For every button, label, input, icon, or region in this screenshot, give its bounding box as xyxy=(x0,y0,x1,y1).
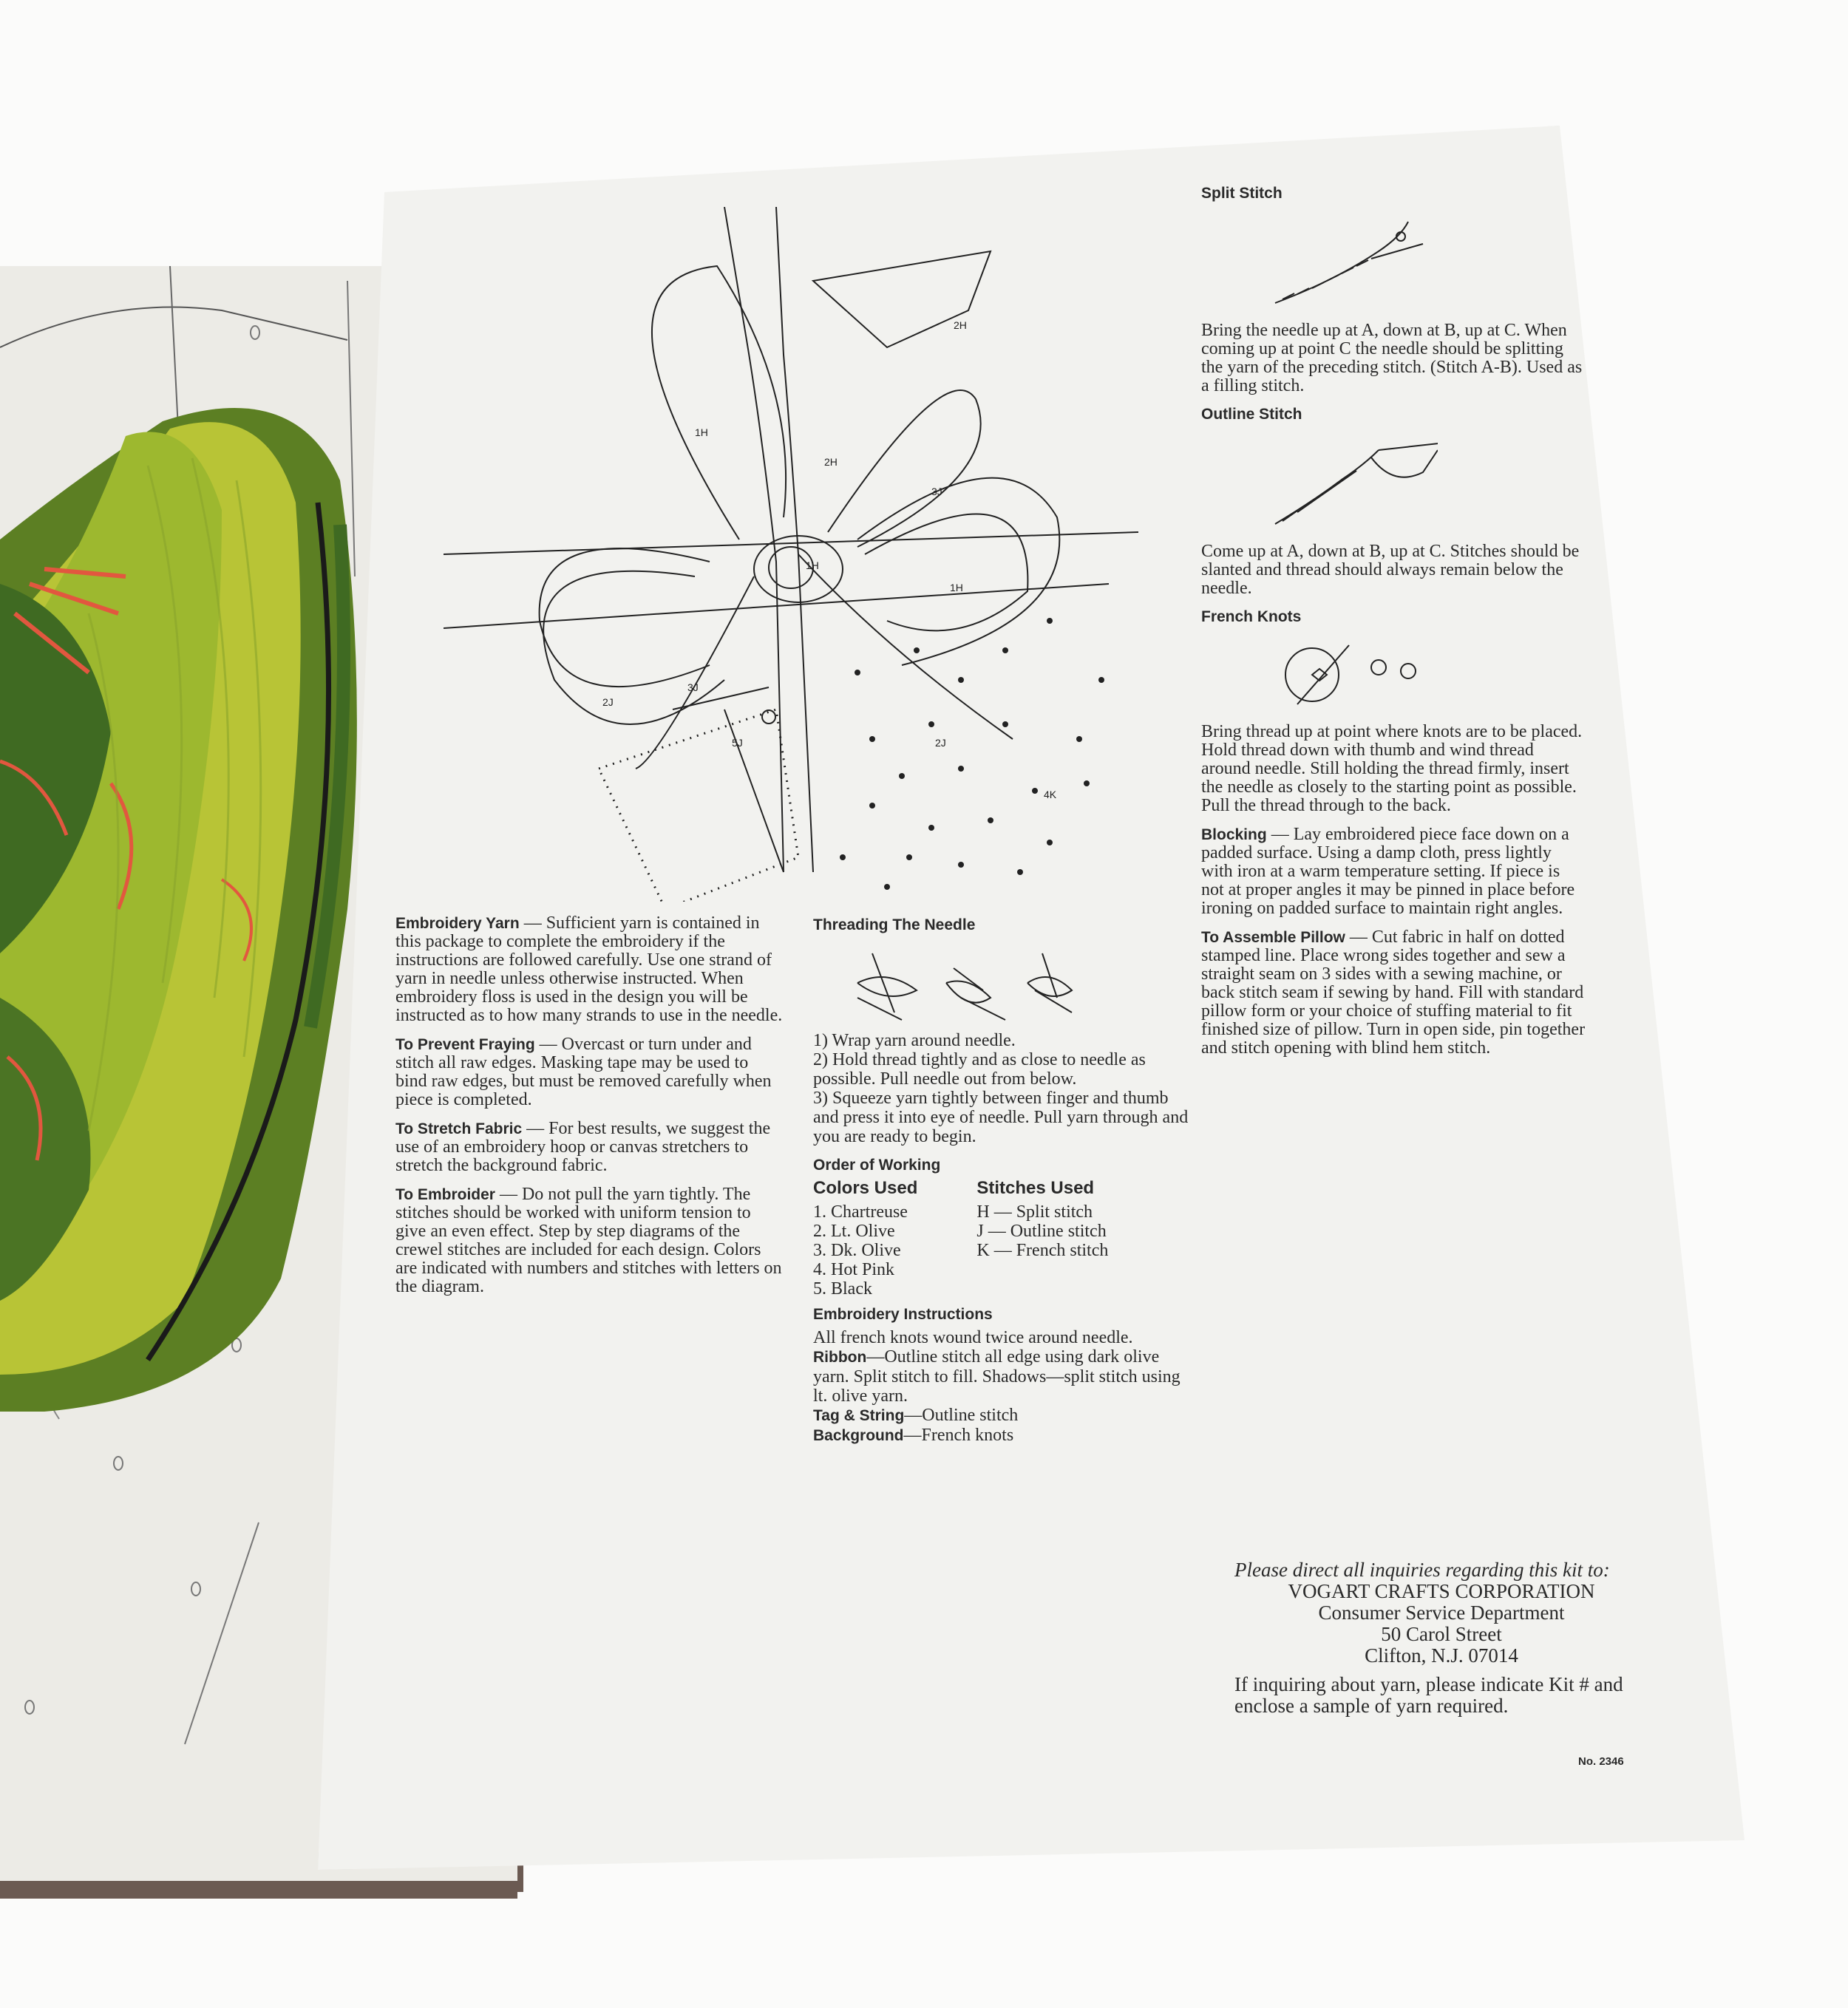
prevent-fraying-text: — Overcast or turn under and stitch all raw edges. Masking tape may be used to bind raw edges, but must be removed carefully when piece is completed. xyxy=(395,1035,772,1109)
threading-step: 2) Hold thread tightly and as close to needle as possible. Pull needle out from below. xyxy=(813,1050,1146,1089)
order-title: Order of Working xyxy=(813,1157,941,1174)
stretch-fabric-label: To Stretch Fabric xyxy=(395,1120,523,1137)
colors-title: Colors Used xyxy=(813,1178,918,1198)
instructions-intro: All french knots wound twice around needle. xyxy=(813,1328,1133,1347)
french-knots-text: Bring thread up at point where knots are to be placed. Hold thread down with thumb and wind thread around needle. Still holding the thread firmly, insert the needle as closely to the starting point as possible. Pull the thread through to the back. xyxy=(1201,722,1583,815)
kit-number: No. 2346 xyxy=(1578,1755,1624,1768)
colors-list xyxy=(813,1179,917,1299)
blocking-text: — Lay embroidered piece face down on a padded surface. Using a damp cloth, press lightly with iron at a warm temperature setting. If piece is not at proper angles it may be pinned in place before ironing on padded surface to maintain right angles. xyxy=(1201,825,1575,918)
ribbon-text: —Outline stitch all edge using dark olive yarn. Split stitch to fill. Shadows—split stitch using lt. olive yarn. xyxy=(813,1347,1181,1406)
diagram-label: 1H xyxy=(695,426,708,438)
stitch-item: K — French stitch xyxy=(976,1241,1109,1260)
split-stitch-illustration xyxy=(1201,207,1438,318)
embroider-text: — Do not pull the yarn tightly. The stitches should be worked with uniform tension to give an even effect. Step by step diagrams of the crewel stitches are included for each design. Colors are indicated with numbers and stitches with letters on the diagram. xyxy=(395,1185,782,1296)
inquiry-text: Please direct all inquiries regarding this kit to: xyxy=(1234,1559,1610,1581)
split-stitch-title: Split Stitch xyxy=(1201,185,1283,202)
diagram-label: 3J xyxy=(687,681,699,693)
general-instructions-column xyxy=(395,914,784,1307)
threading-step: 3) Squeeze yarn tightly between finger and thumb and press it into eye of needle. Pull yarn through and you are ready to begin. xyxy=(813,1089,1189,1146)
color-item: 2. Lt. Olive xyxy=(813,1222,895,1241)
book-edge xyxy=(0,1881,517,1899)
assemble-label: To Assemble Pillow xyxy=(1201,929,1345,946)
background-instruction xyxy=(813,1426,1198,1446)
split-stitch-text: Bring the needle up at A, down at B, up at C. When coming up at point C the needle should be splitting the yarn of the preceding stitch. (Stitch A-B). Used as a filling stitch. xyxy=(1201,321,1583,395)
tag-text: —Outline stitch xyxy=(904,1406,1019,1425)
outline-stitch-illustration xyxy=(1201,428,1438,539)
tag-label: Tag & String xyxy=(813,1407,905,1424)
instructions-title: Embroidery Instructions xyxy=(813,1306,993,1323)
stitch-item: J — Outline stitch xyxy=(976,1222,1107,1241)
ribbon-label: Ribbon xyxy=(813,1349,867,1366)
blocking-label: Blocking xyxy=(1201,826,1267,843)
diagram-label: 1H xyxy=(806,559,819,571)
stitches-list xyxy=(976,1179,1108,1299)
tag-instruction xyxy=(813,1406,1198,1426)
yarn-note: If inquiring about yarn, please indicate Kit # and enclose a sample of yarn required. xyxy=(1234,1673,1623,1717)
color-item: 3. Dk. Olive xyxy=(813,1241,901,1260)
assemble-paragraph xyxy=(1201,928,1586,1058)
color-item: 4. Hot Pink xyxy=(813,1260,895,1279)
diagram-label: 2H xyxy=(824,456,838,468)
diagram-label: 3J xyxy=(931,486,942,497)
background-label: Background xyxy=(813,1427,904,1444)
stitch-item: H — Split stitch xyxy=(976,1202,1093,1222)
ribbon-instruction xyxy=(813,1347,1198,1406)
background-text: —French knots xyxy=(903,1426,1014,1445)
company-name: VOGART CRAFTS CORPORATION xyxy=(1288,1580,1595,1602)
city-address: Clifton, N.J. 07014 xyxy=(1365,1644,1518,1667)
embroidery-instructions xyxy=(813,1328,1198,1446)
blocking-paragraph xyxy=(1201,826,1586,918)
stretch-fabric-paragraph xyxy=(395,1120,784,1175)
department: Consumer Service Department xyxy=(1318,1602,1565,1624)
outline-stitch-title: Outline Stitch xyxy=(1201,406,1302,423)
street-address: 50 Carol Street xyxy=(1381,1623,1502,1645)
french-knots-illustration xyxy=(1201,630,1438,719)
threading-step: 1) Wrap yarn around needle. xyxy=(813,1031,1016,1050)
threading-needle-illustration xyxy=(813,939,1079,1027)
embroider-paragraph xyxy=(395,1185,784,1296)
embroidery-yarn-paragraph xyxy=(395,914,784,1025)
diagram-label: 1H xyxy=(950,582,963,593)
diagram-label: 2J xyxy=(935,737,946,749)
threading-steps xyxy=(813,1031,1198,1146)
french-knots-title: French Knots xyxy=(1201,608,1302,625)
stitch-guide-column xyxy=(1201,185,1586,1068)
prevent-fraying-label: To Prevent Fraying xyxy=(395,1036,535,1053)
stitches-title: Stitches Used xyxy=(976,1178,1095,1198)
diagram-label: 2J xyxy=(602,696,614,708)
working-order-column xyxy=(813,916,1198,1446)
diagram-label: 5J xyxy=(732,737,743,749)
stretch-fabric-text: — For best results, we suggest the use of an embroidery hoop or canvas stretchers to stretch the background fabric. xyxy=(395,1119,771,1175)
embroider-label: To Embroider xyxy=(395,1186,495,1203)
bow-embroidery-diagram xyxy=(444,207,1138,902)
colors-stitches-table xyxy=(813,1179,1198,1299)
color-item: 1. Chartreuse xyxy=(813,1202,908,1222)
diagram-label: 2H xyxy=(954,319,967,331)
yarn-bundle xyxy=(0,392,384,1426)
inquiry-footer xyxy=(1234,1559,1648,1717)
threading-title: Threading The Needle xyxy=(813,916,976,933)
outline-stitch-text: Come up at A, down at B, up at C. Stitches should be slanted and thread should always remain below the needle. xyxy=(1201,542,1580,598)
prevent-fraying-paragraph xyxy=(395,1035,784,1109)
assemble-text: — Cut fabric in half on dotted stamped line. Place wrong sides together and sew a straight seam on 3 sides with a sewing machine, or back stitch seam if sewing by hand. Fill with standard pillow form or your choice of stuffing material to fit finished size of pillow. Turn in open side, pin together and stitch opening with blind hem stitch. xyxy=(1201,928,1586,1058)
embroidery-yarn-text: — Sufficient yarn is contained in this package to complete the embroidery if the instructions are followed carefully. Use one strand of yarn in needle unless otherwise instructed. When embroidery floss is used in the design you will be instructed as to how many strands to use in the needle. xyxy=(395,913,783,1025)
color-item: 5. Black xyxy=(813,1279,872,1299)
embroidery-yarn-label: Embroidery Yarn xyxy=(395,915,520,932)
diagram-label: 4K xyxy=(1044,789,1057,800)
